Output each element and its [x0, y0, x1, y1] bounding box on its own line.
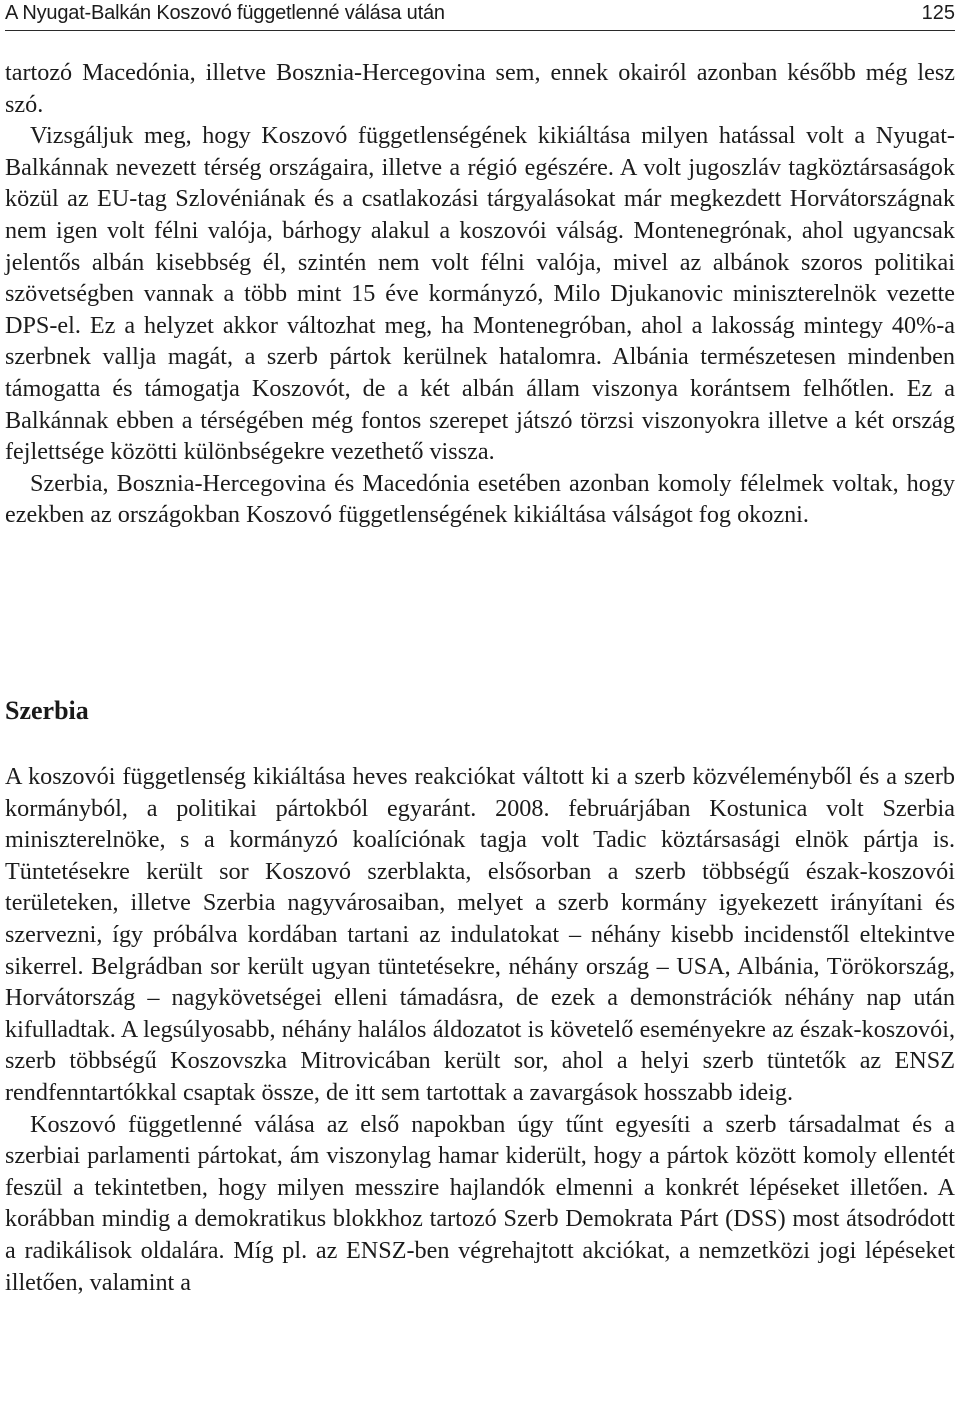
intro-text-block: [5, 57, 955, 531]
paragraph-continuation: tartozó Macedónia, illetve Bosznia-Hercegovina sem, ennek okairól azonban később még lesz szó.: [5, 59, 955, 118]
page-number: 125: [921, 2, 955, 24]
section-text-block: [5, 761, 955, 1298]
section-heading: Szerbia: [5, 696, 89, 725]
running-title: A Nyugat-Balkán Koszovó függetlenné válása után: [5, 2, 445, 24]
paragraph-party-divisions: Koszovó függetlenné válása az első napokban úgy tűnt egyesíti a szerb társadalmat és a szerbiai parlamenti pártokat, ám viszonylag hamar kiderült, hogy a pártok között komoly ellentét feszül a tekintetben, hogy milyen messzire hajlandók elmenni a konkrét lépéseket illetően. A korábban mindig a demokratikus blokkhoz tartozó Szerb Demokrata Párt (DSS) most átsodródott a radikálisok oldalára. Míg pl. az ENSZ-ben végrehajtott akciókat, a nemzetközi jogi lépéseket illetően, valamint a: [5, 1110, 955, 1296]
paragraph-balkan-impact: Vizsgáljuk meg, hogy Koszovó függetlenségének kikiáltása milyen hatással volt a Nyugat-Balkánnak nevezett térség országaira, illetve a régió egészére. A volt jugoszláv tagköztársaságok közül az EU-tag Szlovéniának és a csatlakozási tárgyalásokat már megkezdett Horvátországnak nem igen volt félni valója, bárhogy alakul a koszovói válság. Montenegrónak, ahol ugyancsak jelentős albán kisebbség él, szintén nem volt félni valója, mivel az albánok szoros politikai szövetségben vannak a több mint 15 éve kormányzó, Milo Djukanovic miniszterelnök vezette DPS-el. Ez a helyzet akkor változhat meg, ha Montenegróban, ahol a lakosság mintegy 40%-a szerbnek vallja magát, a szerb pártok kerülnek hatalomra. Albánia természetesen mindenben támogatta és támogatja Koszovót, de a két albán állam viszonya korántsem felhőtlen. Ez a Balkánnak ebben a térségében még fontos szerepet játszó törzsi viszonyokra illetve a két ország fejlettsége közötti különbségekre vezethető vissza.: [5, 122, 955, 466]
running-header: [5, 0, 955, 31]
paragraph-crisis-fears: Szerbia, Bosznia-Hercegovina és Macedónia esetében azonban komoly félelmek voltak, hogy ezekben az országokban Koszovó függetlenségének kikiáltása válságot fog okozni.: [5, 469, 955, 529]
paragraph-serbian-reaction: A koszovói függetlenség kikiáltása heves reakciókat váltott ki a szerb közvéleményből és a szerb kormányból, a politikai pártokból egyaránt. 2008. februárjában Kostunica volt Szerbia miniszterelnöke, s a kormányzó koalíciónak tagja volt Tadic köztársasági elnök pártja is. Tüntetésekre került sor Koszovó szerblakta, elsősorban a szerb többségű észak-koszovói területeken, illetve Szerbia nagyvárosaiban, melyet a szerb kormány igyekezett irányítani és szervezni, így próbálva kordában tartani az indulatokat – néhány kisebb incidenstől eltekintve sikerrel. Belgrádban sor került ugyan tüntetésekre, néhány ország – USA, Albánia, Törökország, Horvátország – nagykövetségei elleni támadásra, de ezek a demonstrációk néhány nap után kifulladtak. A legsúlyosabb, néhány halálos áldozatot is követelő eseményekre az észak-koszovói, szerb többségű Koszovszka Mitrovicában került sor, ahol a helyi szerb tüntetők az ENSZ rendfenntartókkal csaptak össze, de itt sem tartottak a zavargások hosszabb ideig.: [5, 763, 955, 1106]
